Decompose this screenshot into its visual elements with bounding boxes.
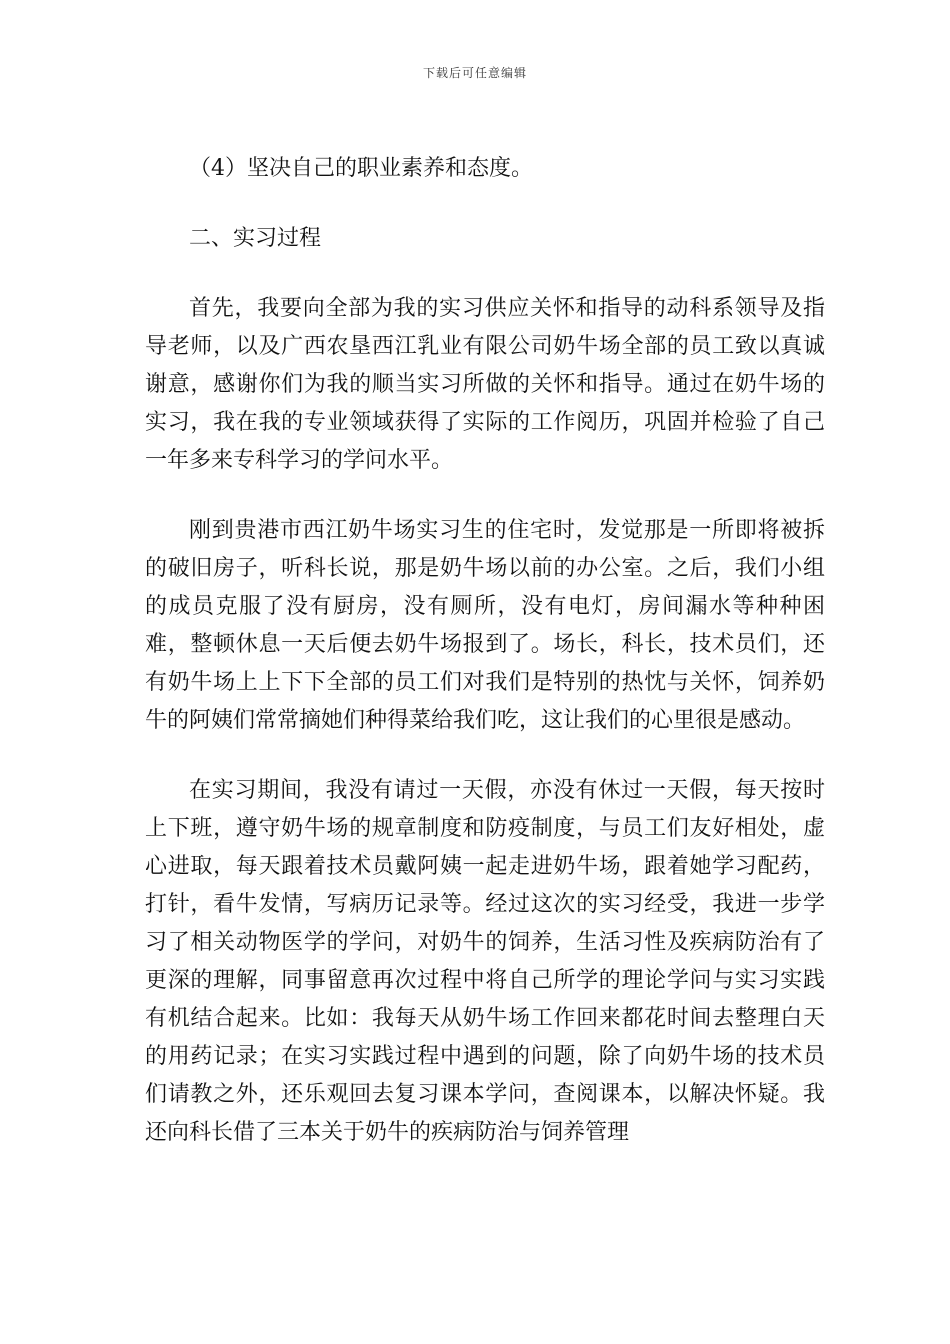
- list-item-4: （4）坚决自己的职业素养和态度。: [189, 156, 533, 181]
- section-heading: 二、实习过程: [189, 226, 322, 251]
- paragraph-1: 首先，我要向全部为我的实习供应关怀和指导的动科系领导及指导老师，以及广西农垦西江乳业有限公司奶牛场全部的员工致以真诚谢意，感谢你们为我的顺当实习所做的关怀和指导。通过在奶牛场的实习，我在我的专业领域获得了实际的工作阅历，巩固并检验了自己一年多来专科学习的学问水平。: [145, 296, 825, 473]
- paragraph-3: 在实习期间，我没有请过一天假，亦没有休过一天假，每天按时上下班，遵守奶牛场的规章制度和防疫制度，与员工们友好相处，虚心进取，每天跟着技术员戴阿姨一起走进奶牛场，跟着她学习配药，打针，看牛发情，写病历记录等。经过这次的实习经受，我进一步学习了相关动物医学的学问，对奶牛的饲养，生活习性及疾病防治有了更深的理解，同事留意再次过程中将自己所学的理论学问与实习实践有机结合起来。比如：我每天从奶牛场工作回来都花时间去整理白天的用药记录；在实习实践过程中遇到的问题，除了向奶牛场的技术员们请教之外，还乐观回去复习课本学问，查阅课本，以解决怀疑。我还向科长借了三本关于奶牛的疾病防治与饲养管理: [145, 778, 825, 1145]
- header-note: 下载后可任意编辑: [422, 66, 527, 80]
- paragraph-2: 刚到贵港市西江奶牛场实习生的住宅时，发觉那是一所即将被拆的破旧房子，听科长说，那是奶牛场以前的办公室。之后，我们小组的成员克服了没有厨房，没有厕所，没有电灯，房间漏水等种种困难，整顿休息一天后便去奶牛场报到了。场长，科长，技术员们，还有奶牛场上上下下全部的员工们对我们是特别的热忱与关怀，饲养奶牛的阿姨们常常摘她们种得菜给我们吃，这让我们的心里很是感动。: [145, 518, 825, 733]
- document-body: [145, 150, 825, 1152]
